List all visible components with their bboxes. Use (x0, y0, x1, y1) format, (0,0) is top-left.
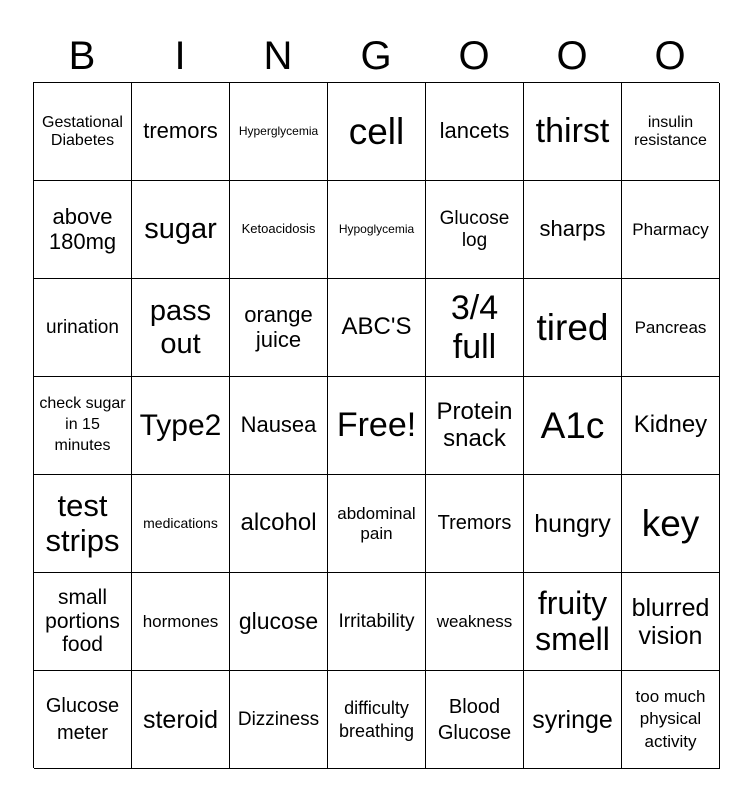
bingo-cell (426, 83, 524, 181)
cell-text: steroid (142, 705, 219, 734)
bingo-cell (34, 279, 132, 377)
cell-text: Dizziness (237, 708, 320, 730)
cell-text: thirst (535, 112, 610, 151)
bingo-board (33, 82, 719, 768)
bingo-cell (328, 475, 426, 573)
bingo-cell (524, 181, 622, 279)
cell-text: glucose (238, 607, 319, 634)
cell-text: fruity smell (535, 584, 610, 657)
bingo-cell (34, 83, 132, 181)
cell-text: syringe (532, 705, 613, 734)
cell-text: check sugar in 15 minutes (39, 395, 126, 454)
bingo-cell (230, 377, 328, 475)
cell-text: weakness (436, 611, 513, 631)
bingo-cell (426, 279, 524, 377)
bingo-cell (328, 671, 426, 769)
cell-text: insulin resistance (634, 113, 707, 149)
header-letter-n: N (263, 34, 293, 78)
cell-text: Kidney (633, 411, 708, 439)
bingo-cell (328, 279, 426, 377)
cell-text: Hypoglycemia (338, 221, 415, 236)
bingo-cell (622, 475, 720, 573)
cell-text: ABC'S (341, 313, 412, 341)
bingo-cell (132, 279, 230, 377)
cell-text: sugar (144, 213, 217, 246)
bingo-cell (426, 475, 524, 573)
bingo-cell (34, 475, 132, 573)
bingo-header (33, 30, 719, 82)
cell-text: 3/4 full (450, 289, 499, 366)
bingo-cell (132, 573, 230, 671)
bingo-cell (328, 573, 426, 671)
bingo-cell (132, 475, 230, 573)
cell-text: Type2 (139, 408, 222, 442)
cell-text: hormones (142, 611, 219, 631)
bingo-cell (34, 573, 132, 671)
cell-text: Ketoacidosis (241, 221, 316, 237)
cell-text: pass out (149, 295, 212, 360)
bingo-cell (132, 181, 230, 279)
bingo-cell (426, 671, 524, 769)
header-letter-i: I (174, 34, 186, 78)
cell-text: too much physical activity (635, 687, 706, 751)
cell-text: hungry (534, 509, 611, 538)
header-letter-o2: O (556, 34, 588, 78)
bingo-cell (132, 377, 230, 475)
cell-text: tired (536, 306, 609, 348)
cell-text: Hyperglycemia (238, 123, 319, 138)
bingo-cell (426, 573, 524, 671)
cell-text: medications (143, 514, 218, 531)
cell-text: small portions food (45, 586, 120, 657)
header-letter-g: G (360, 34, 392, 78)
bingo-cell (34, 377, 132, 475)
bingo-cell (524, 475, 622, 573)
bingo-cell (426, 377, 524, 475)
cell-text: alcohol (240, 509, 317, 537)
bingo-cell (230, 279, 328, 377)
cell-text: Glucose log (439, 208, 510, 251)
bingo-cell (230, 573, 328, 671)
bingo-cell (524, 671, 622, 769)
bingo-cell (132, 671, 230, 769)
bingo-cell (622, 377, 720, 475)
cell-text: key (641, 502, 700, 544)
bingo-cell (622, 671, 720, 769)
cell-text: blurred vision (631, 593, 710, 650)
cell-text: Free! (336, 406, 417, 445)
bingo-cell (230, 83, 328, 181)
bingo-cell (524, 83, 622, 181)
cell-text: Nausea (240, 412, 317, 438)
bingo-cell (426, 181, 524, 279)
bingo-cell (622, 181, 720, 279)
bingo-cell (230, 475, 328, 573)
bingo-cell (34, 181, 132, 279)
cell-text: abdominal pain (337, 504, 416, 543)
cell-text: Blood Glucose (437, 695, 512, 744)
cell-text: tremors (143, 118, 218, 144)
cell-text: Gestational Diabetes (42, 113, 123, 149)
cell-text: sharps (539, 216, 606, 242)
cell-text: cell (348, 110, 405, 152)
bingo-cell (230, 671, 328, 769)
bingo-cell (524, 573, 622, 671)
cell-text: Protein snack (436, 397, 513, 452)
cell-text: urination (46, 316, 119, 338)
cell-text: Pharmacy (632, 219, 709, 239)
cell-text: lancets (439, 118, 510, 144)
bingo-cell (622, 573, 720, 671)
header-letter-o1: O (458, 34, 490, 78)
bingo-cell (524, 377, 622, 475)
bingo-cell (132, 83, 230, 181)
bingo-cell (328, 83, 426, 181)
cell-text: difficulty breathing (338, 698, 415, 741)
cell-text: above 180mg (48, 203, 117, 254)
bingo-cell (328, 377, 426, 475)
cell-text: A1c (540, 404, 605, 446)
cell-text: Tremors (437, 512, 512, 535)
bingo-cell (524, 279, 622, 377)
cell-text: Glucose meter (45, 694, 120, 744)
header-letter-o3: O (654, 34, 686, 78)
bingo-cell (230, 181, 328, 279)
bingo-cell (622, 279, 720, 377)
cell-text: test strips (45, 487, 120, 558)
cell-text: orange juice (244, 301, 313, 352)
bingo-cell (34, 671, 132, 769)
bingo-cell (328, 181, 426, 279)
cell-text: Irritability (338, 610, 415, 632)
cell-text: Pancreas (634, 317, 707, 337)
header-letter-b: B (68, 34, 96, 78)
bingo-cell (622, 83, 720, 181)
